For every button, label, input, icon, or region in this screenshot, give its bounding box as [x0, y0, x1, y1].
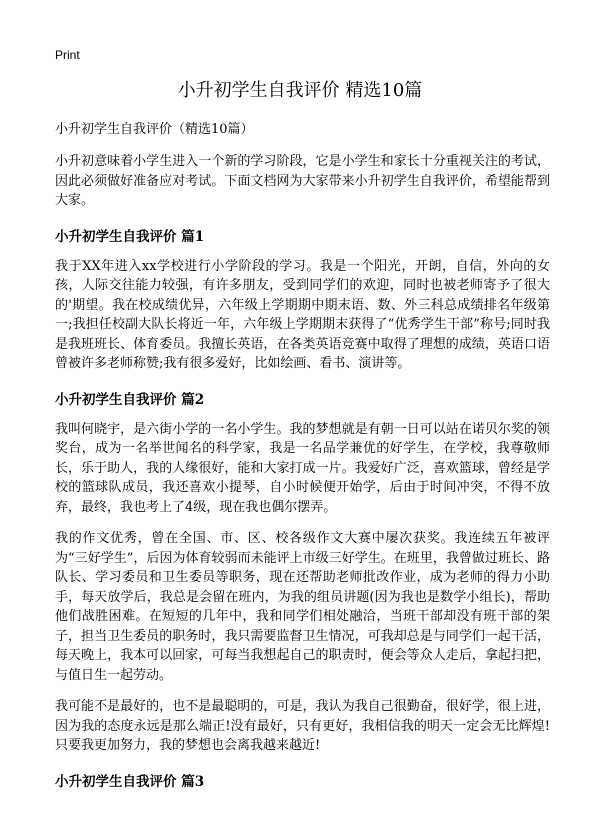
section-heading-3: 小升初学生自我评价 篇3: [55, 773, 205, 790]
section-2-paragraph-2: 我的作文优秀，曾在全国、市、区、校各级作文大赛中屡次获奖。我连续五年被评为“三好学生”，后因为体育较弱而未能评上市级三好学生。在班里，我曾做过班长、路队长、学习委员和卫生委员等职务，现在还帮助老师批改作业，成为老师的得力小助手，每天放学后，我总是会留在班内，为我的组员讲题(因为我也是数学小组长)，帮助他们战胜困难。在短短的几年中，我和同学们相处融洽，当班干部却没有班干部的架子，担当卫生委员的职务时，我只需要监督卫生情况，可我却总是与同学们一起干活，每天晚上，我本可以回家，可每当我想起自己的职责时，便会等众人走后，拿起扫把，与值日生一起劳动。: [55, 531, 550, 683]
document-body: [55, 120, 550, 802]
section-heading-1: 小升初学生自我评价 篇1: [55, 228, 205, 245]
document-subtitle: 小升初学生自我评价（精选10篇）: [55, 122, 254, 137]
section-1-paragraph-1: 我于XX年进入xx学校进行小学阶段的学习。我是一个阳光，开朗，自信，外向的女孩，人际交往能力较强，有许多朋友，受到同学们的欢迎，同时也被老师寄予了很大的'期望。我在校成绩优异，六年级上学期期中期末语、数、外三科总成绩排名年级第一;我担任校副大队长将近一年，六年级上学期期末获得了“优秀学生干部”称号;同时我是我班班长、体育委员。我擅长英语，在各类英语竞赛中取得了理想的成绩，英语口语曾被许多老师称赞;我有很多爱好，比如绘画、看书、演讲等。: [55, 258, 550, 371]
print-link[interactable]: Print: [55, 48, 80, 62]
section-2-paragraph-1: 我叫何晓宇，是六街小学的一名小学生。我的梦想就是有朝一日可以站在诺贝尔奖的领奖台，成为一名举世闻名的科学家，我是一名品学兼优的好学生，在学校，我尊敬师长，乐于助人，我的人缘很好，能和大家打成一片。我爱好广泛，喜欢篮球，曾经是学校的篮球队成员，我还喜欢小提琴，自小时候便开始学，后由于时间冲突，不得不放弃，最终，我也考上了4级，现在我也偶尔摆弄。: [55, 421, 550, 515]
section-heading-2: 小升初学生自我评价 篇2: [55, 391, 205, 408]
intro-paragraph: 小升初意味着小学生进入一个新的学习阶段，它是小学生和家长十分重视关注的考试，因此必须做好准备应对考试。下面文档网为大家带来小升初学生自我评价，希望能帮到大家。: [55, 154, 550, 208]
page-title: 小升初学生自我评价 精选10篇: [177, 80, 423, 101]
section-2-paragraph-3: 我可能不是最好的，也不是最聪明的，可是，我认为我自己很勤奋，很好学，很上进，因为我的态度永远是那么端正!没有最好，只有更好，我相信我的明天一定会无比辉煌!只要我更加努力，我的梦想也会离我越来越近!: [55, 699, 550, 753]
